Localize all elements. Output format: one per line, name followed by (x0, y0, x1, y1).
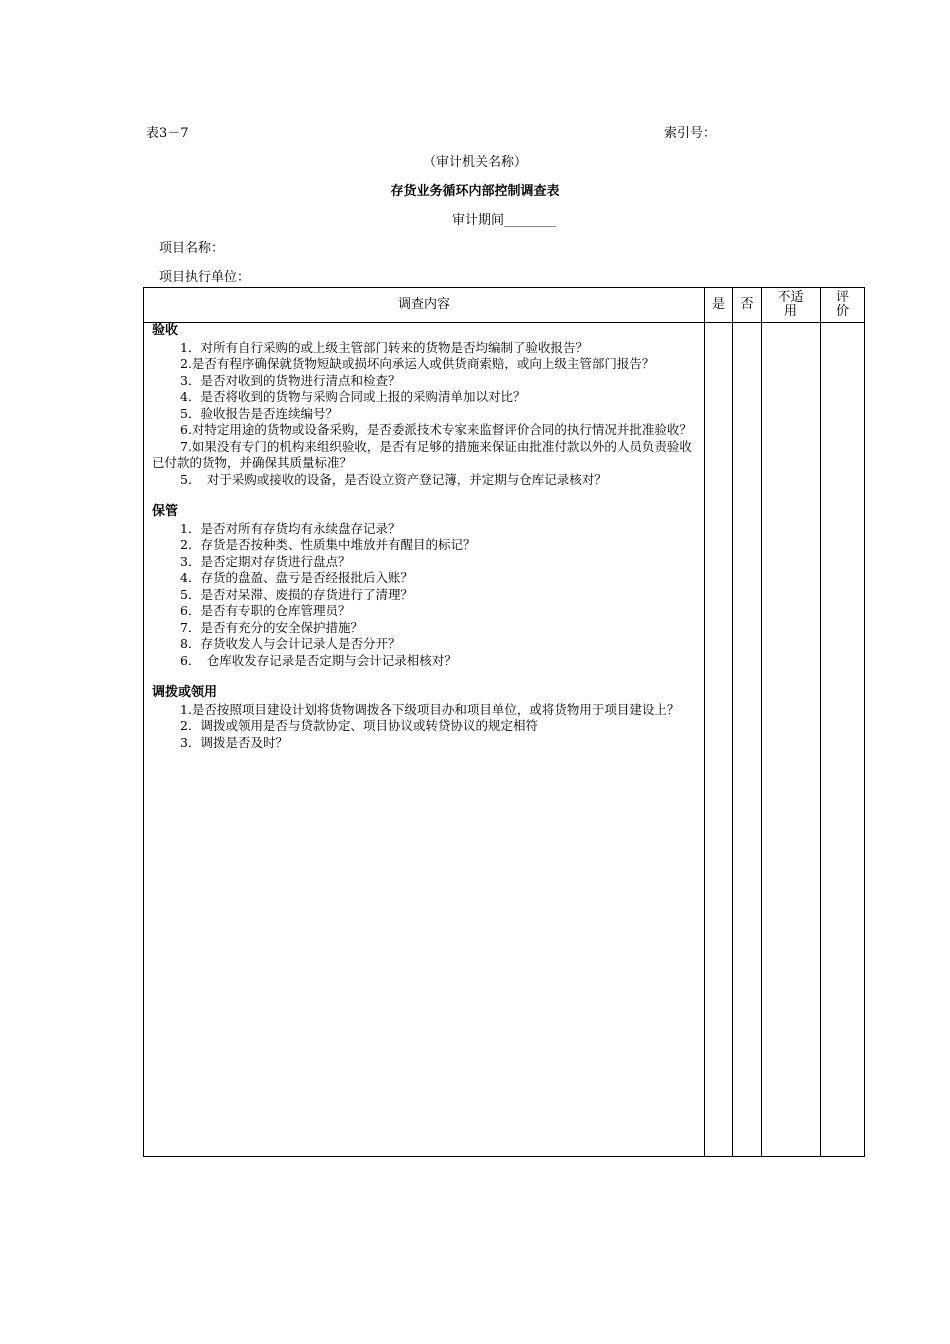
survey-item: 3．调拨是否及时？ (180, 734, 288, 750)
survey-item: 4．是否将收到的货物与采购合同或上报的采购清单加以对比？ (180, 389, 526, 404)
project-name-label: 项目名称： (159, 241, 225, 256)
survey-item: 5．验收报告是否连续编号？ (180, 405, 338, 421)
survey-item: 6.对特定用途的货物或设备采购，是否委派技术专家来监督评价合同的执行情况并批准验收？ (180, 422, 692, 437)
survey-item: 4．存货的盘盈、盘亏是否经报批后入账？ (180, 570, 413, 585)
audit-period: 审计期间________ (451, 213, 556, 228)
column-divider (820, 288, 821, 1156)
survey-item: 1．对所有自行采购的或上级主管部门转来的货物是否均编制了验收报告？ (180, 339, 588, 355)
column-header-evaluation: 评价 (835, 290, 849, 319)
audit-organization-name: （审计机关名称） (422, 155, 527, 170)
survey-item: 6． 仓库收发存记录是否定期与会计记录相核对？ (180, 652, 457, 668)
table-number: 表3－7 (146, 126, 189, 141)
survey-item: 2．调拨或领用是否与贷款协定、项目协议或转贷协议的规定相符 (180, 718, 538, 733)
survey-item: 2.是否有程序确保就货物短缺或损坏向承运人或供货商索赔，或向上级主管部门报告？ (180, 356, 655, 371)
survey-item: 5．是否对呆滞、废损的存货进行了清理？ (180, 586, 413, 602)
document-title: 存货业务循环内部控制调查表 (390, 184, 560, 199)
survey-item: 1．是否对所有存货均有永续盘存记录？ (180, 520, 401, 536)
survey-content (152, 323, 704, 751)
index-number-label: 索引号： (664, 126, 717, 141)
column-divider (732, 288, 733, 1156)
column-divider (704, 288, 705, 1156)
column-header-yes: 是 (711, 297, 725, 312)
section-title-custody: 保管 (152, 504, 179, 519)
column-header-content: 调查内容 (397, 297, 450, 312)
survey-table (143, 287, 865, 1157)
section-title-allocation: 调拨或领用 (152, 685, 218, 700)
column-divider (761, 288, 762, 1156)
column-header-no: 否 (740, 297, 754, 312)
survey-item: 7.如果没有专门的机构来组织验收，是否有足够的措施来保证由批准付款以外的人员负责验收已付款的货物，并确保其质量标准？ (152, 438, 692, 470)
survey-item: 3．是否定期对存货进行盘点？ (180, 553, 351, 569)
survey-item: 2．存货是否按种类、性质集中堆放并有醒目的标记？ (180, 537, 476, 552)
section-title-acceptance: 验收 (152, 323, 179, 338)
survey-item: 3．是否对收到的货物进行清点和检查？ (180, 372, 401, 388)
survey-item: 5． 对于采购或接收的设备，是否设立资产登记簿，并定期与仓库记录核对？ (180, 471, 607, 487)
survey-item: 7．是否有充分的安全保护措施？ (180, 619, 363, 635)
survey-item: 6．是否有专职的仓库管理员？ (180, 603, 351, 618)
survey-item: 1.是否按照项目建设计划将货物调拨各下级项目办和项目单位，或将货物用于项目建设上？ (180, 701, 680, 717)
column-header-not-applicable: 不适用 (777, 290, 804, 319)
survey-item: 8．存货收发人与会计记录人是否分开？ (180, 636, 401, 651)
project-unit-label: 项目执行单位： (159, 270, 251, 285)
